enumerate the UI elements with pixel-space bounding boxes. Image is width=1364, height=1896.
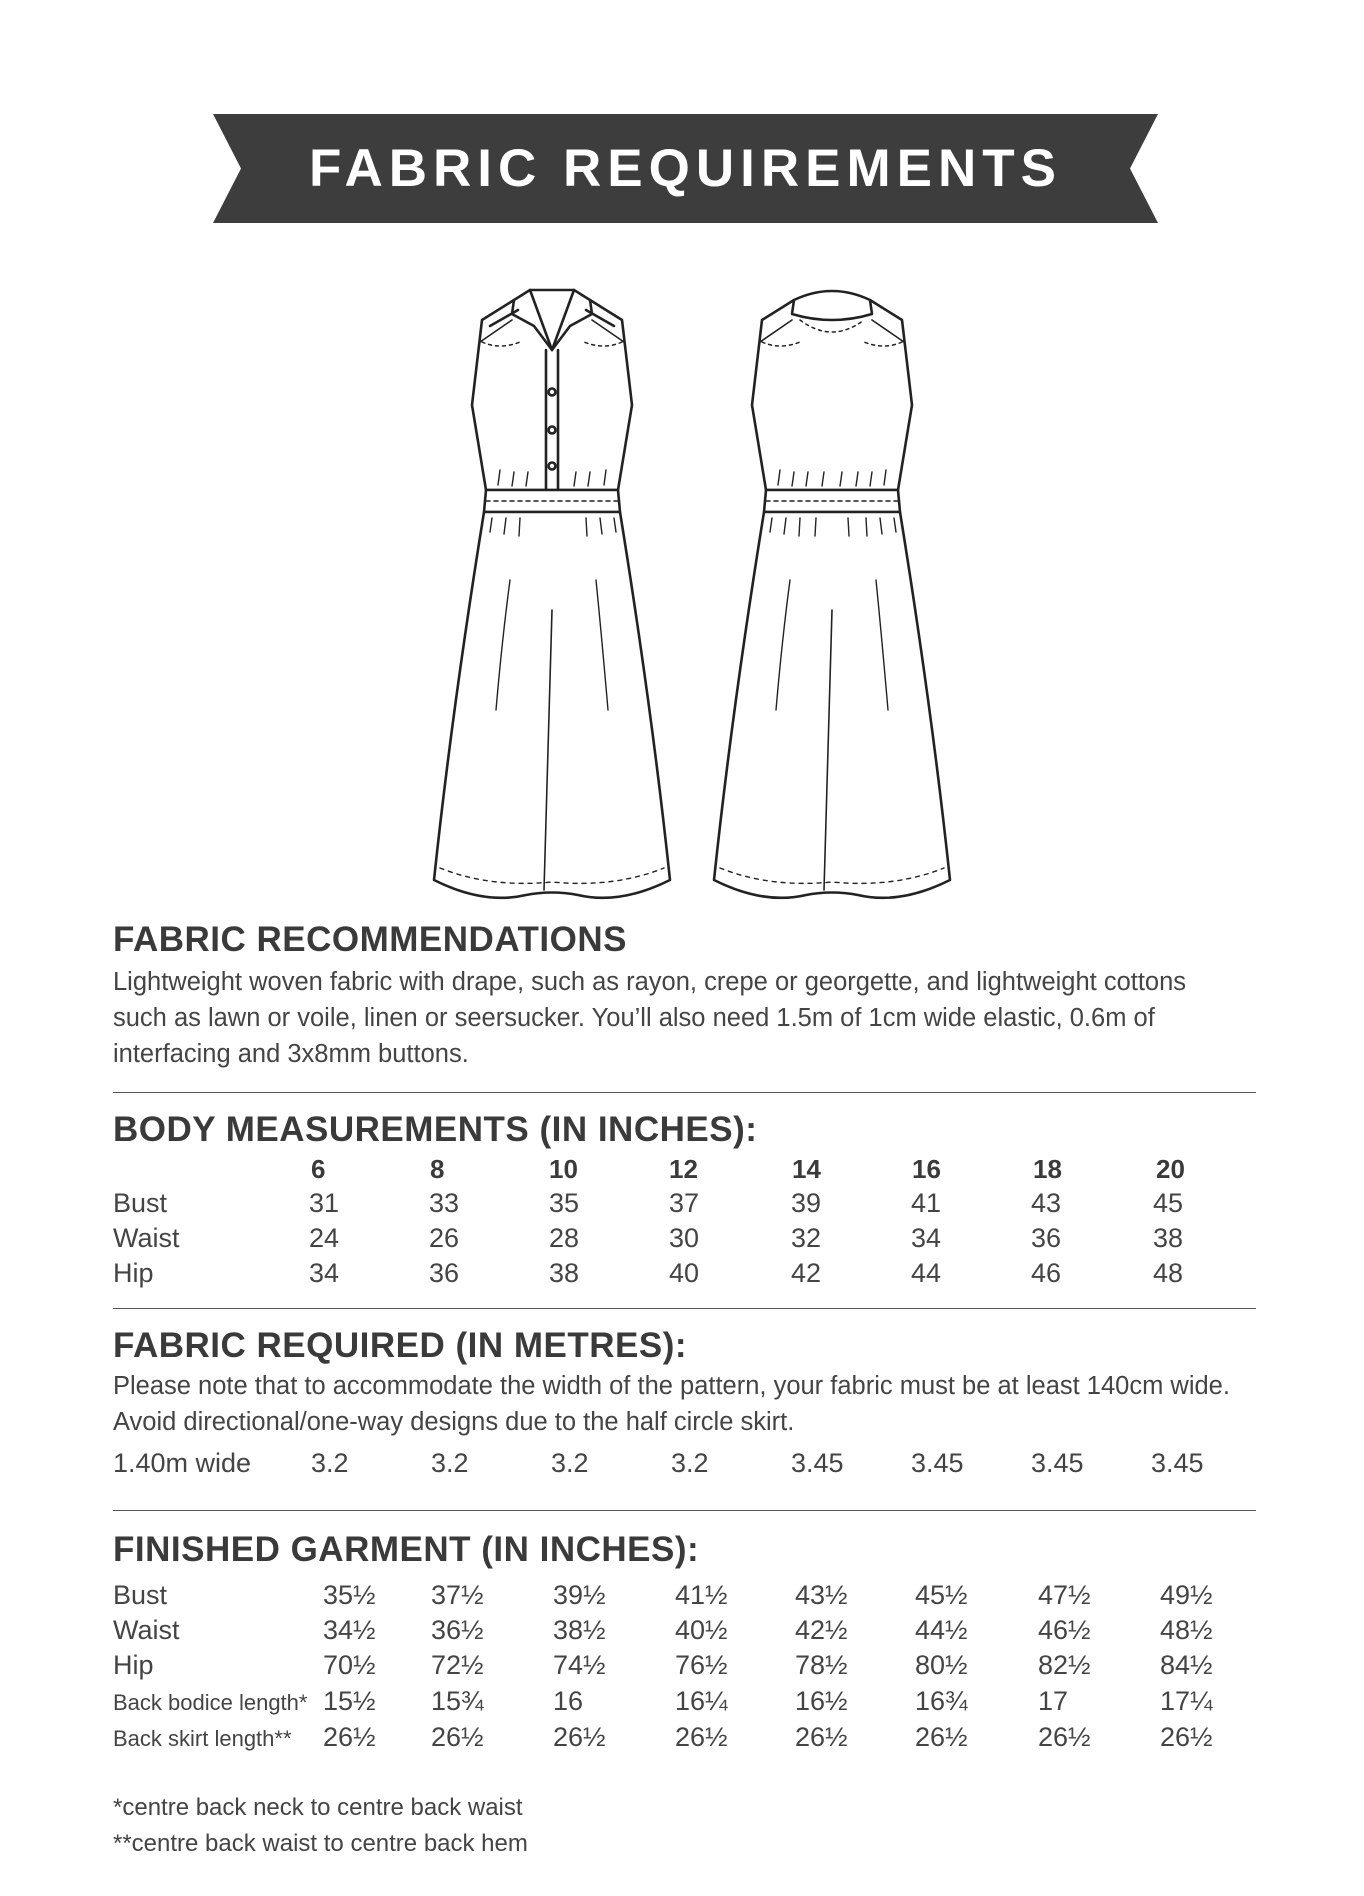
row-label: Back bodice length* — [113, 1690, 308, 1715]
table-cell: 26½ — [1038, 1722, 1091, 1752]
table-cell: 80½ — [915, 1650, 968, 1680]
size-header: 8 — [430, 1154, 445, 1184]
table-cell: 33 — [429, 1188, 460, 1218]
table-cell: 24 — [309, 1223, 340, 1253]
title-banner — [213, 114, 1158, 223]
table-cell: 46½ — [1038, 1615, 1091, 1645]
fabric-required-heading: FABRIC REQUIRED (IN METRES): — [113, 1326, 687, 1365]
table-cell: 3.2 — [311, 1448, 349, 1478]
table-cell: 40½ — [675, 1615, 728, 1645]
row-label: Waist — [113, 1223, 180, 1253]
table-cell: 38½ — [553, 1615, 606, 1645]
size-header: 14 — [792, 1154, 821, 1184]
table-cell: 26½ — [431, 1722, 484, 1752]
table-cell: 43½ — [795, 1580, 848, 1610]
table-cell: 41 — [911, 1188, 942, 1218]
table-cell: 36 — [1031, 1223, 1062, 1253]
table-cell: 3.2 — [551, 1448, 589, 1478]
finished-row-back-skirt-length — [113, 1722, 1263, 1758]
divider — [113, 1092, 1256, 1093]
finished-row-bust — [113, 1580, 1263, 1616]
footnote-2: **centre back waist to centre back hem — [113, 1830, 528, 1857]
table-cell: 35 — [549, 1188, 580, 1218]
table-cell: 26½ — [553, 1722, 606, 1752]
size-header: 10 — [549, 1154, 578, 1184]
row-label: Hip — [113, 1650, 154, 1680]
table-cell: 45 — [1153, 1188, 1184, 1218]
table-cell: 70½ — [323, 1650, 376, 1680]
row-label: Hip — [113, 1258, 154, 1288]
recommendations-line-1: Lightweight woven fabric with drape, such as rayon, crepe or georgette, and lightweight cottons — [113, 968, 1187, 996]
table-cell: 35½ — [323, 1580, 376, 1610]
table-cell: 26½ — [675, 1722, 728, 1752]
table-cell: 34 — [911, 1223, 942, 1253]
table-cell: 38 — [1153, 1223, 1184, 1253]
body-measurements-heading: BODY MEASUREMENTS (IN INCHES): — [113, 1110, 758, 1149]
table-cell: 3.2 — [671, 1448, 709, 1478]
table-cell: 34½ — [323, 1615, 376, 1645]
size-header: 6 — [311, 1154, 326, 1184]
table-cell: 84½ — [1160, 1650, 1213, 1680]
table-cell: 16¾ — [915, 1686, 968, 1716]
table-cell: 26½ — [915, 1722, 968, 1752]
dress-front-illustration — [434, 290, 670, 898]
fabric-row-width — [113, 1448, 1263, 1484]
body-row-waist — [113, 1223, 1263, 1259]
table-cell: 36½ — [431, 1615, 484, 1645]
size-header: 20 — [1156, 1154, 1185, 1184]
fabric-note-line-2: Avoid directional/one-way designs due to the half circle skirt. — [113, 1408, 795, 1436]
fabric-recommendations-heading: FABRIC RECOMMENDATIONS — [113, 920, 627, 959]
table-cell: 17¼ — [1160, 1686, 1213, 1716]
table-cell: 44 — [911, 1258, 942, 1288]
footnote-1: *centre back neck to centre back waist — [113, 1794, 523, 1821]
page-title: FABRIC REQUIREMENTS — [309, 139, 1062, 198]
table-cell: 26 — [429, 1223, 460, 1253]
table-cell: 49½ — [1160, 1580, 1213, 1610]
table-cell: 76½ — [675, 1650, 728, 1680]
table-cell: 42 — [791, 1258, 822, 1288]
dress-illustrations — [420, 280, 980, 900]
table-cell: 38 — [549, 1258, 580, 1288]
row-label: Bust — [113, 1580, 168, 1610]
size-header-row — [113, 1154, 1263, 1190]
table-cell: 39½ — [553, 1580, 606, 1610]
table-cell: 37 — [669, 1188, 700, 1218]
table-cell: 26½ — [323, 1722, 376, 1752]
table-cell: 37½ — [431, 1580, 484, 1610]
recommendations-line-2: such as lawn or voile, linen or seersucker. You’ll also need 1.5m of 1cm wide elastic, 0.6m of — [113, 1004, 1155, 1032]
table-cell: 16¼ — [675, 1686, 728, 1716]
row-label: 1.40m wide — [113, 1448, 252, 1478]
table-cell: 40 — [669, 1258, 700, 1288]
dress-back-illustration — [714, 291, 950, 898]
table-cell: 78½ — [795, 1650, 848, 1680]
size-header: 18 — [1033, 1154, 1062, 1184]
size-header: 16 — [912, 1154, 941, 1184]
table-cell: 48½ — [1160, 1615, 1213, 1645]
finished-row-waist — [113, 1615, 1263, 1651]
table-cell: 32 — [791, 1223, 822, 1253]
table-cell: 43 — [1031, 1188, 1062, 1218]
row-label: Back skirt length** — [113, 1726, 292, 1751]
table-cell: 16 — [553, 1686, 584, 1716]
body-row-hip — [113, 1258, 1263, 1294]
divider — [113, 1510, 1256, 1511]
finished-row-hip — [113, 1650, 1263, 1686]
table-cell: 45½ — [915, 1580, 968, 1610]
table-cell: 48 — [1153, 1258, 1184, 1288]
table-cell: 3.45 — [911, 1448, 964, 1478]
divider — [113, 1308, 1256, 1309]
body-row-bust — [113, 1188, 1263, 1224]
table-cell: 47½ — [1038, 1580, 1091, 1610]
table-cell: 3.45 — [1031, 1448, 1084, 1478]
table-cell: 72½ — [431, 1650, 484, 1680]
table-cell: 3.2 — [431, 1448, 469, 1478]
size-header: 12 — [669, 1154, 698, 1184]
table-cell: 44½ — [915, 1615, 968, 1645]
table-cell: 42½ — [795, 1615, 848, 1645]
table-cell: 82½ — [1038, 1650, 1091, 1680]
table-cell: 3.45 — [1151, 1448, 1204, 1478]
table-cell: 46 — [1031, 1258, 1062, 1288]
table-cell: 26½ — [1160, 1722, 1213, 1752]
row-label: Bust — [113, 1188, 168, 1218]
table-cell: 41½ — [675, 1580, 728, 1610]
table-cell: 28 — [549, 1223, 580, 1253]
fabric-note-line-1: Please note that to accommodate the width of the pattern, your fabric must be at least 140cm wide. — [113, 1372, 1230, 1400]
table-cell: 39 — [791, 1188, 822, 1218]
table-cell: 15½ — [323, 1686, 376, 1716]
table-cell: 31 — [309, 1188, 340, 1218]
table-cell: 36 — [429, 1258, 460, 1288]
table-cell: 3.45 — [791, 1448, 844, 1478]
finished-row-back-bodice-length — [113, 1686, 1263, 1722]
table-cell: 30 — [669, 1223, 700, 1253]
row-label: Waist — [113, 1615, 180, 1645]
recommendations-line-3: interfacing and 3x8mm buttons. — [113, 1040, 469, 1068]
table-cell: 74½ — [553, 1650, 606, 1680]
table-cell: 15¾ — [431, 1686, 484, 1716]
table-cell: 16½ — [795, 1686, 848, 1716]
table-cell: 26½ — [795, 1722, 848, 1752]
table-cell: 34 — [309, 1258, 340, 1288]
finished-garment-heading: FINISHED GARMENT (IN INCHES): — [113, 1530, 700, 1569]
table-cell: 17 — [1038, 1686, 1069, 1716]
